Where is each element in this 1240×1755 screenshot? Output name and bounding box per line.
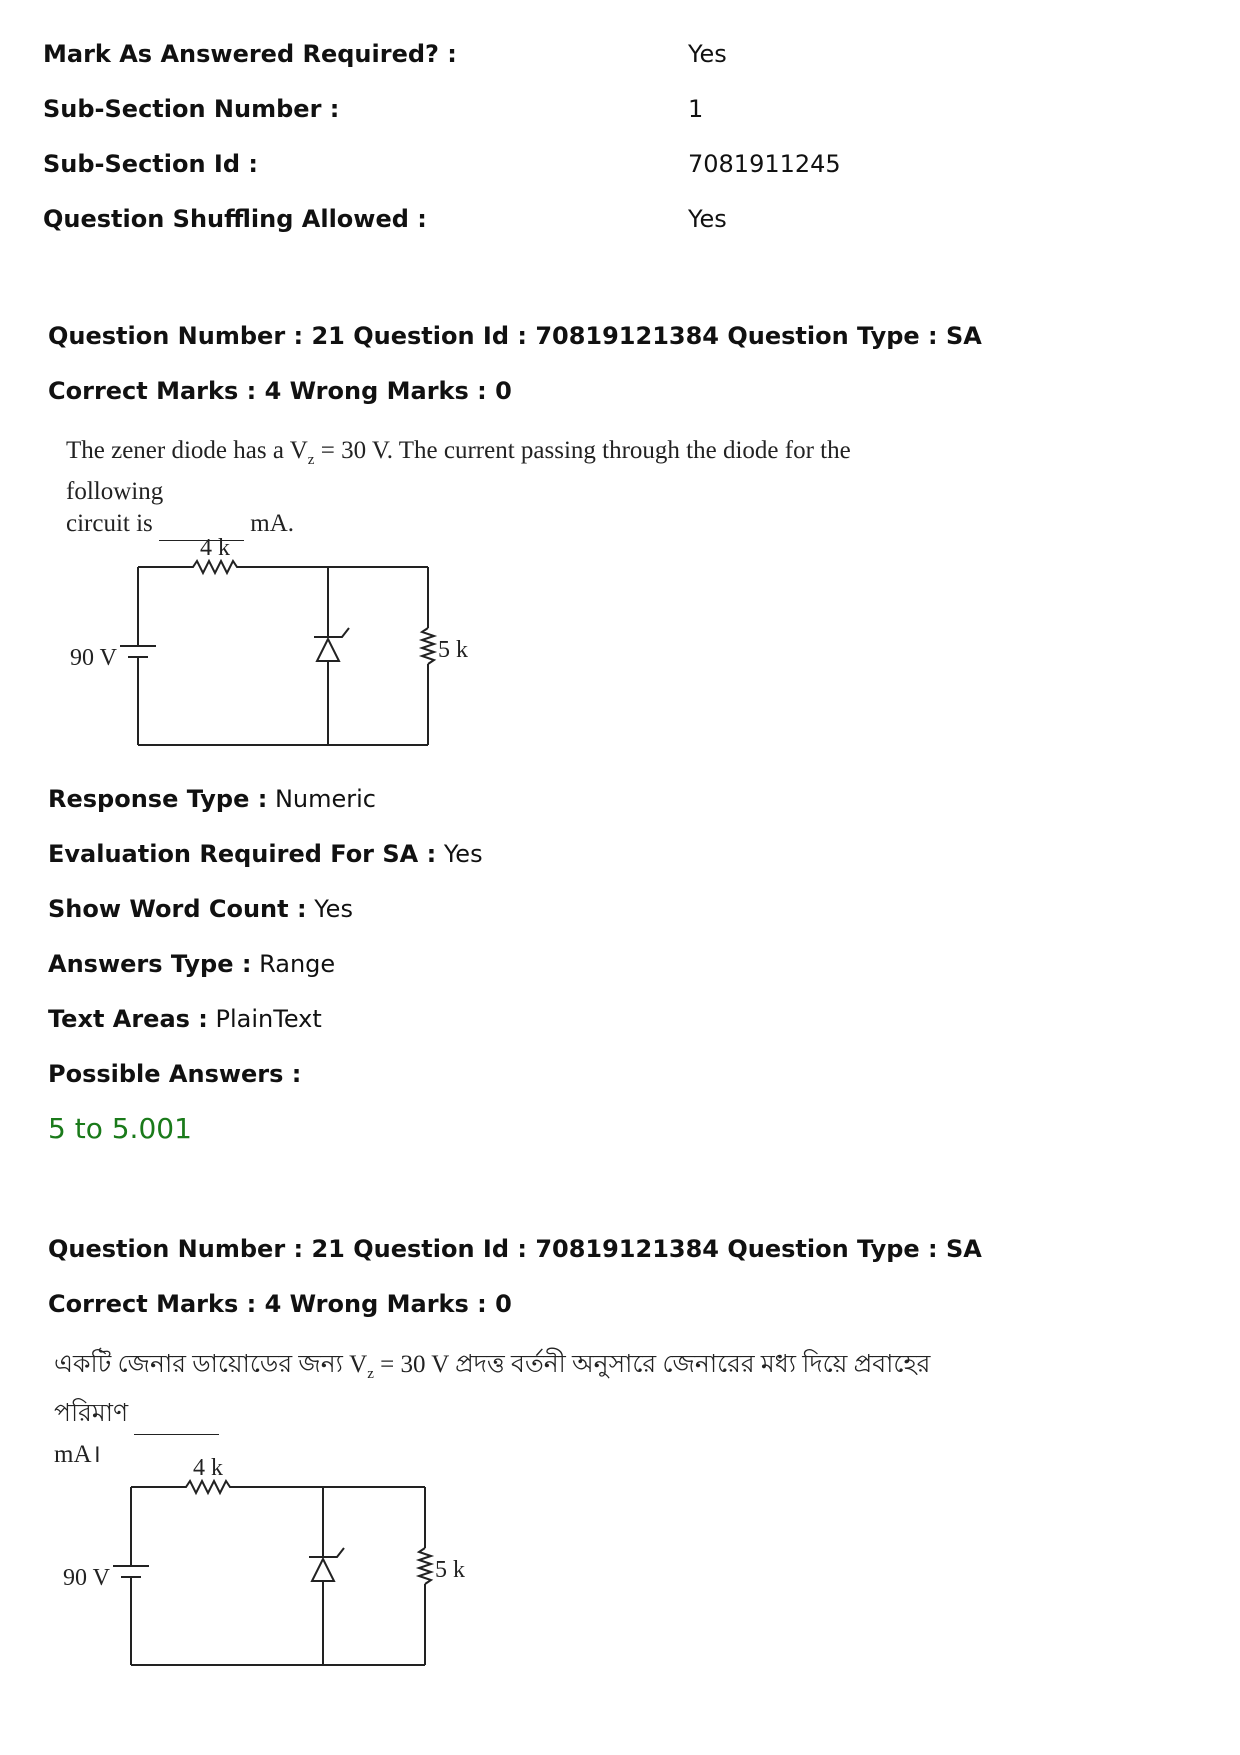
- resistor-5k-label: 5 k: [438, 637, 468, 663]
- question-marks: Correct Marks : 4 Wrong Marks : 0: [48, 377, 512, 405]
- source-90v-label: 90 V: [70, 645, 117, 671]
- zener-circuit-diagram: [60, 525, 480, 760]
- sub-section-number-value: 1: [688, 95, 704, 123]
- resistor-5k-label: 5 k: [435, 1557, 465, 1583]
- question-header: Question Number : 21 Question Id : 70819121384 Question Type : SA: [48, 322, 982, 350]
- resistor-4k-label: 4 k: [193, 1455, 223, 1481]
- possible-answers-field: [48, 1060, 301, 1088]
- question-header: Question Number : 21 Question Id : 70819121384 Question Type : SA: [48, 1235, 982, 1263]
- sub-section-number-label: Sub-Section Number :: [43, 95, 340, 123]
- question-text-part: = 30 V. The current passing through the diode for the following: [66, 437, 851, 505]
- subscript-z: z: [307, 452, 315, 468]
- response-type-label: Response Type :: [48, 785, 268, 813]
- evaluation-required-value: Yes: [443, 840, 483, 868]
- mark-as-answered-value: Yes: [688, 40, 727, 68]
- sub-section-id-value: 7081911245: [688, 150, 841, 178]
- answers-type-field: [48, 950, 335, 978]
- subscript-z: z: [367, 1366, 374, 1382]
- question-shuffling-label: Question Shuffling Allowed :: [43, 205, 427, 233]
- evaluation-required-field: [48, 840, 483, 868]
- show-word-count-value: Yes: [314, 895, 353, 923]
- question-text-part: The zener diode has a V: [66, 437, 308, 464]
- text-areas-value: PlainText: [215, 1005, 322, 1033]
- possible-answer-value: 5 to 5.001: [48, 1112, 192, 1145]
- answers-type-label: Answers Type :: [48, 950, 252, 978]
- question-text-part: circuit is: [66, 510, 160, 537]
- question-text-part: mA.: [244, 510, 295, 537]
- question-text-part: mA।: [54, 1441, 101, 1468]
- zener-circuit-diagram: [48, 1445, 478, 1680]
- question-text-part: একটি জেনার ডায়োডের জন্য V: [54, 1351, 368, 1378]
- question-shuffling-value: Yes: [688, 205, 727, 233]
- resistor-4k-label: 4 k: [200, 535, 230, 561]
- question-marks: Correct Marks : 4 Wrong Marks : 0: [48, 1290, 512, 1318]
- response-type-value: Numeric: [274, 785, 376, 813]
- answers-type-value: Range: [259, 950, 336, 978]
- text-areas-field: [48, 1005, 322, 1033]
- text-areas-label: Text Areas :: [48, 1005, 208, 1033]
- evaluation-required-label: Evaluation Required For SA :: [48, 840, 437, 868]
- response-type-field: [48, 785, 376, 813]
- question-text-part: = 30 V প্রদত্ত বর্তনী অনুসারে জেনারের মধ্য দিয়ে প্রবাহের পরিমাণ: [54, 1351, 931, 1427]
- possible-answers-label: Possible Answers :: [48, 1060, 302, 1088]
- mark-as-answered-label: Mark As Answered Required? :: [43, 40, 457, 68]
- show-word-count-label: Show Word Count :: [48, 895, 307, 923]
- show-word-count-field: [48, 895, 353, 923]
- sub-section-id-label: Sub-Section Id :: [43, 150, 258, 178]
- answer-blank: [134, 1394, 219, 1435]
- source-90v-label: 90 V: [63, 1565, 110, 1591]
